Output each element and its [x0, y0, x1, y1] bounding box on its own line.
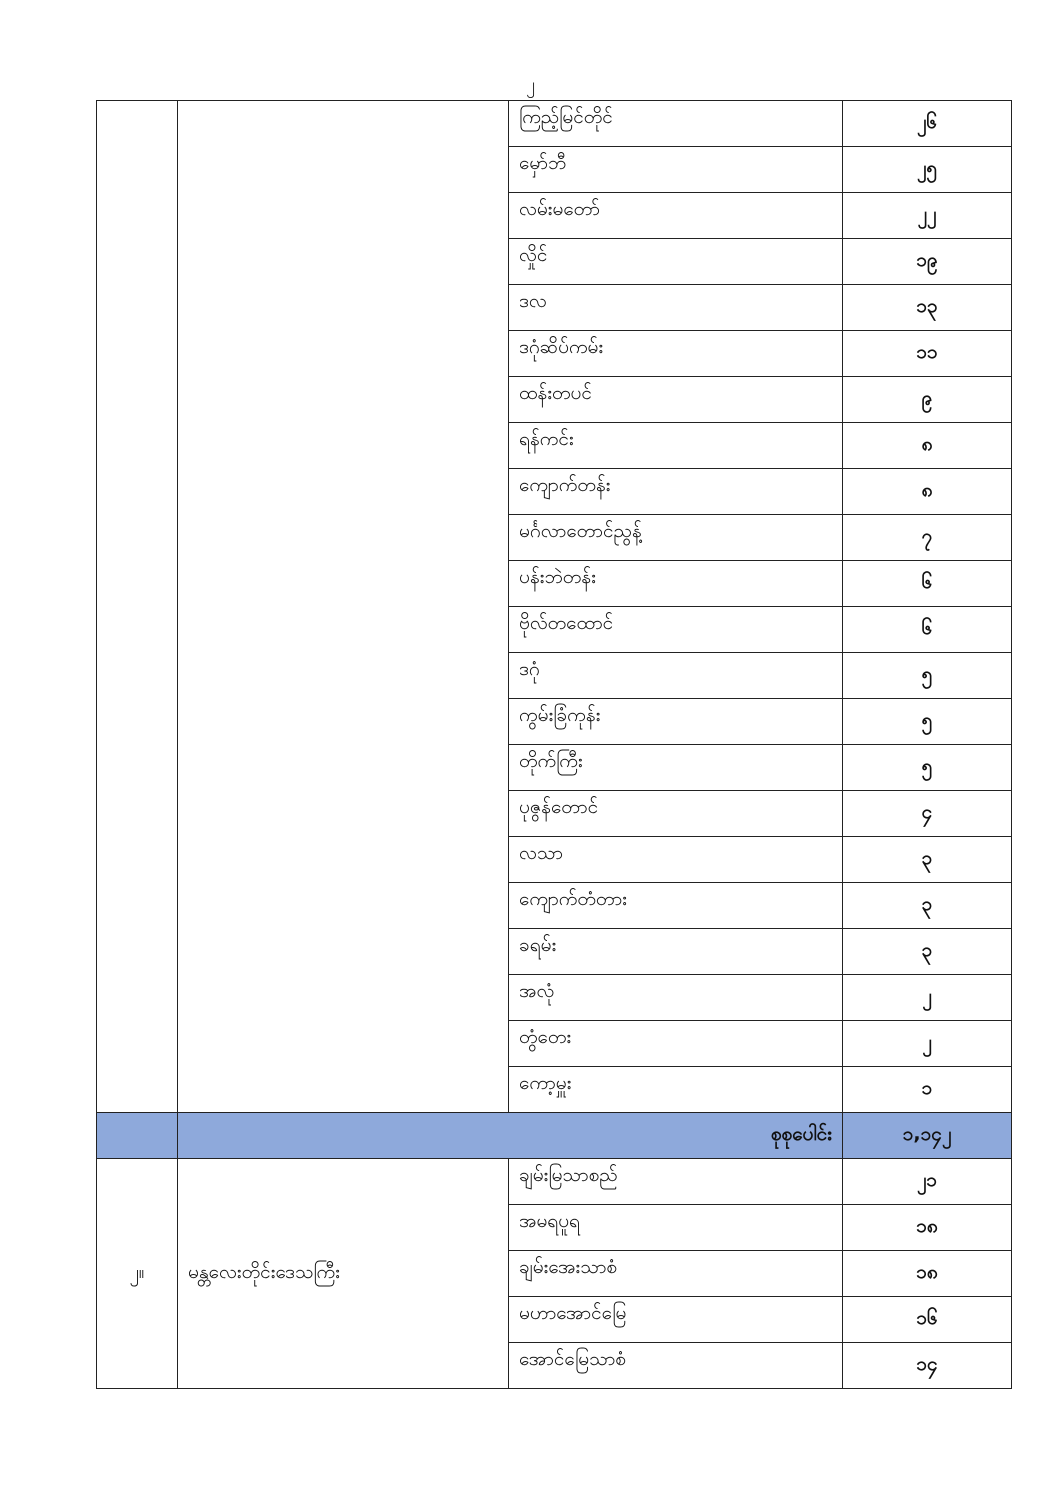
township-name: ဒဂုံဆိပ်ကမ်း [509, 331, 843, 377]
township-count: ၇ [843, 515, 1012, 561]
township-name: ချမ်းမြသာစည် [509, 1159, 843, 1205]
total-value: ၁,၁၄၂ [843, 1113, 1012, 1159]
township-count: ၁၆ [843, 1297, 1012, 1343]
township-count: ၁၉ [843, 239, 1012, 285]
township-name: မင်္ဂလာတောင်ညွန့် [509, 515, 843, 561]
township-count: ၁ [843, 1067, 1012, 1113]
township-count: ၄ [843, 791, 1012, 837]
township-name: ခရမ်း [509, 929, 843, 975]
region-number: ၂။ [97, 1159, 178, 1389]
township-count: ၅ [843, 745, 1012, 791]
township-count: ၂၁ [843, 1159, 1012, 1205]
table-row [97, 1159, 1012, 1205]
township-count: ၂၅ [843, 147, 1012, 193]
township-name: ဗိုလ်တထောင် [509, 607, 843, 653]
township-name: ပန်းဘဲတန်း [509, 561, 843, 607]
township-name: ဒလ [509, 285, 843, 331]
township-count: ၅ [843, 699, 1012, 745]
township-count: ၂၂ [843, 193, 1012, 239]
township-count: ၃ [843, 837, 1012, 883]
township-count: ၂၆ [843, 101, 1012, 147]
township-name: မှော်ဘီ [509, 147, 843, 193]
township-name: အမရပူရ [509, 1205, 843, 1251]
township-name: တွံတေး [509, 1021, 843, 1067]
township-name: ထန်းတပင် [509, 377, 843, 423]
township-count: ၆ [843, 607, 1012, 653]
township-name: ကော့မှူး [509, 1067, 843, 1113]
township-count: ၈ [843, 469, 1012, 515]
total-row [97, 1113, 1012, 1159]
township-count: ၁၄ [843, 1343, 1012, 1389]
township-count: ၃ [843, 883, 1012, 929]
total-blank [97, 1113, 178, 1159]
township-count: ၁၁ [843, 331, 1012, 377]
township-name: ချမ်းအေးသာစံ [509, 1251, 843, 1297]
township-count: ၃ [843, 929, 1012, 975]
township-name: အောင်မြေသာစံ [509, 1343, 843, 1389]
township-count: ၁၃ [843, 285, 1012, 331]
township-name: လှိုင် [509, 239, 843, 285]
township-name: ကြည့်မြင်တိုင် [509, 101, 843, 147]
township-count: ၂ [843, 1021, 1012, 1067]
township-count: ၅ [843, 653, 1012, 699]
township-name: ကျောက်တံတား [509, 883, 843, 929]
township-count: ၂ [843, 975, 1012, 1021]
township-name: ကျောက်တန်း [509, 469, 843, 515]
township-count: ၁၈ [843, 1251, 1012, 1297]
township-name: တိုက်ကြီး [509, 745, 843, 791]
township-name: ရန်ကင်း [509, 423, 843, 469]
township-name: လမ်းမတော် [509, 193, 843, 239]
region-cell [178, 101, 509, 1113]
table-row [97, 101, 1012, 147]
township-count: ၆ [843, 561, 1012, 607]
township-name: ဒဂုံ [509, 653, 843, 699]
township-name: လသာ [509, 837, 843, 883]
township-name: ပုဇွန်တောင် [509, 791, 843, 837]
township-name: အလုံ [509, 975, 843, 1021]
township-count: ၉ [843, 377, 1012, 423]
township-name: ကွမ်းခြံကုန်း [509, 699, 843, 745]
township-table [96, 100, 1012, 1389]
number-cell [97, 101, 178, 1113]
township-count: ၈ [843, 423, 1012, 469]
region-name: မန္တလေးတိုင်းဒေသကြီး [178, 1159, 509, 1389]
page-number: ၂ [526, 74, 535, 95]
township-count: ၁၈ [843, 1205, 1012, 1251]
total-label: စုစုပေါင်း [178, 1113, 843, 1159]
township-name: မဟာအောင်မြေ [509, 1297, 843, 1343]
